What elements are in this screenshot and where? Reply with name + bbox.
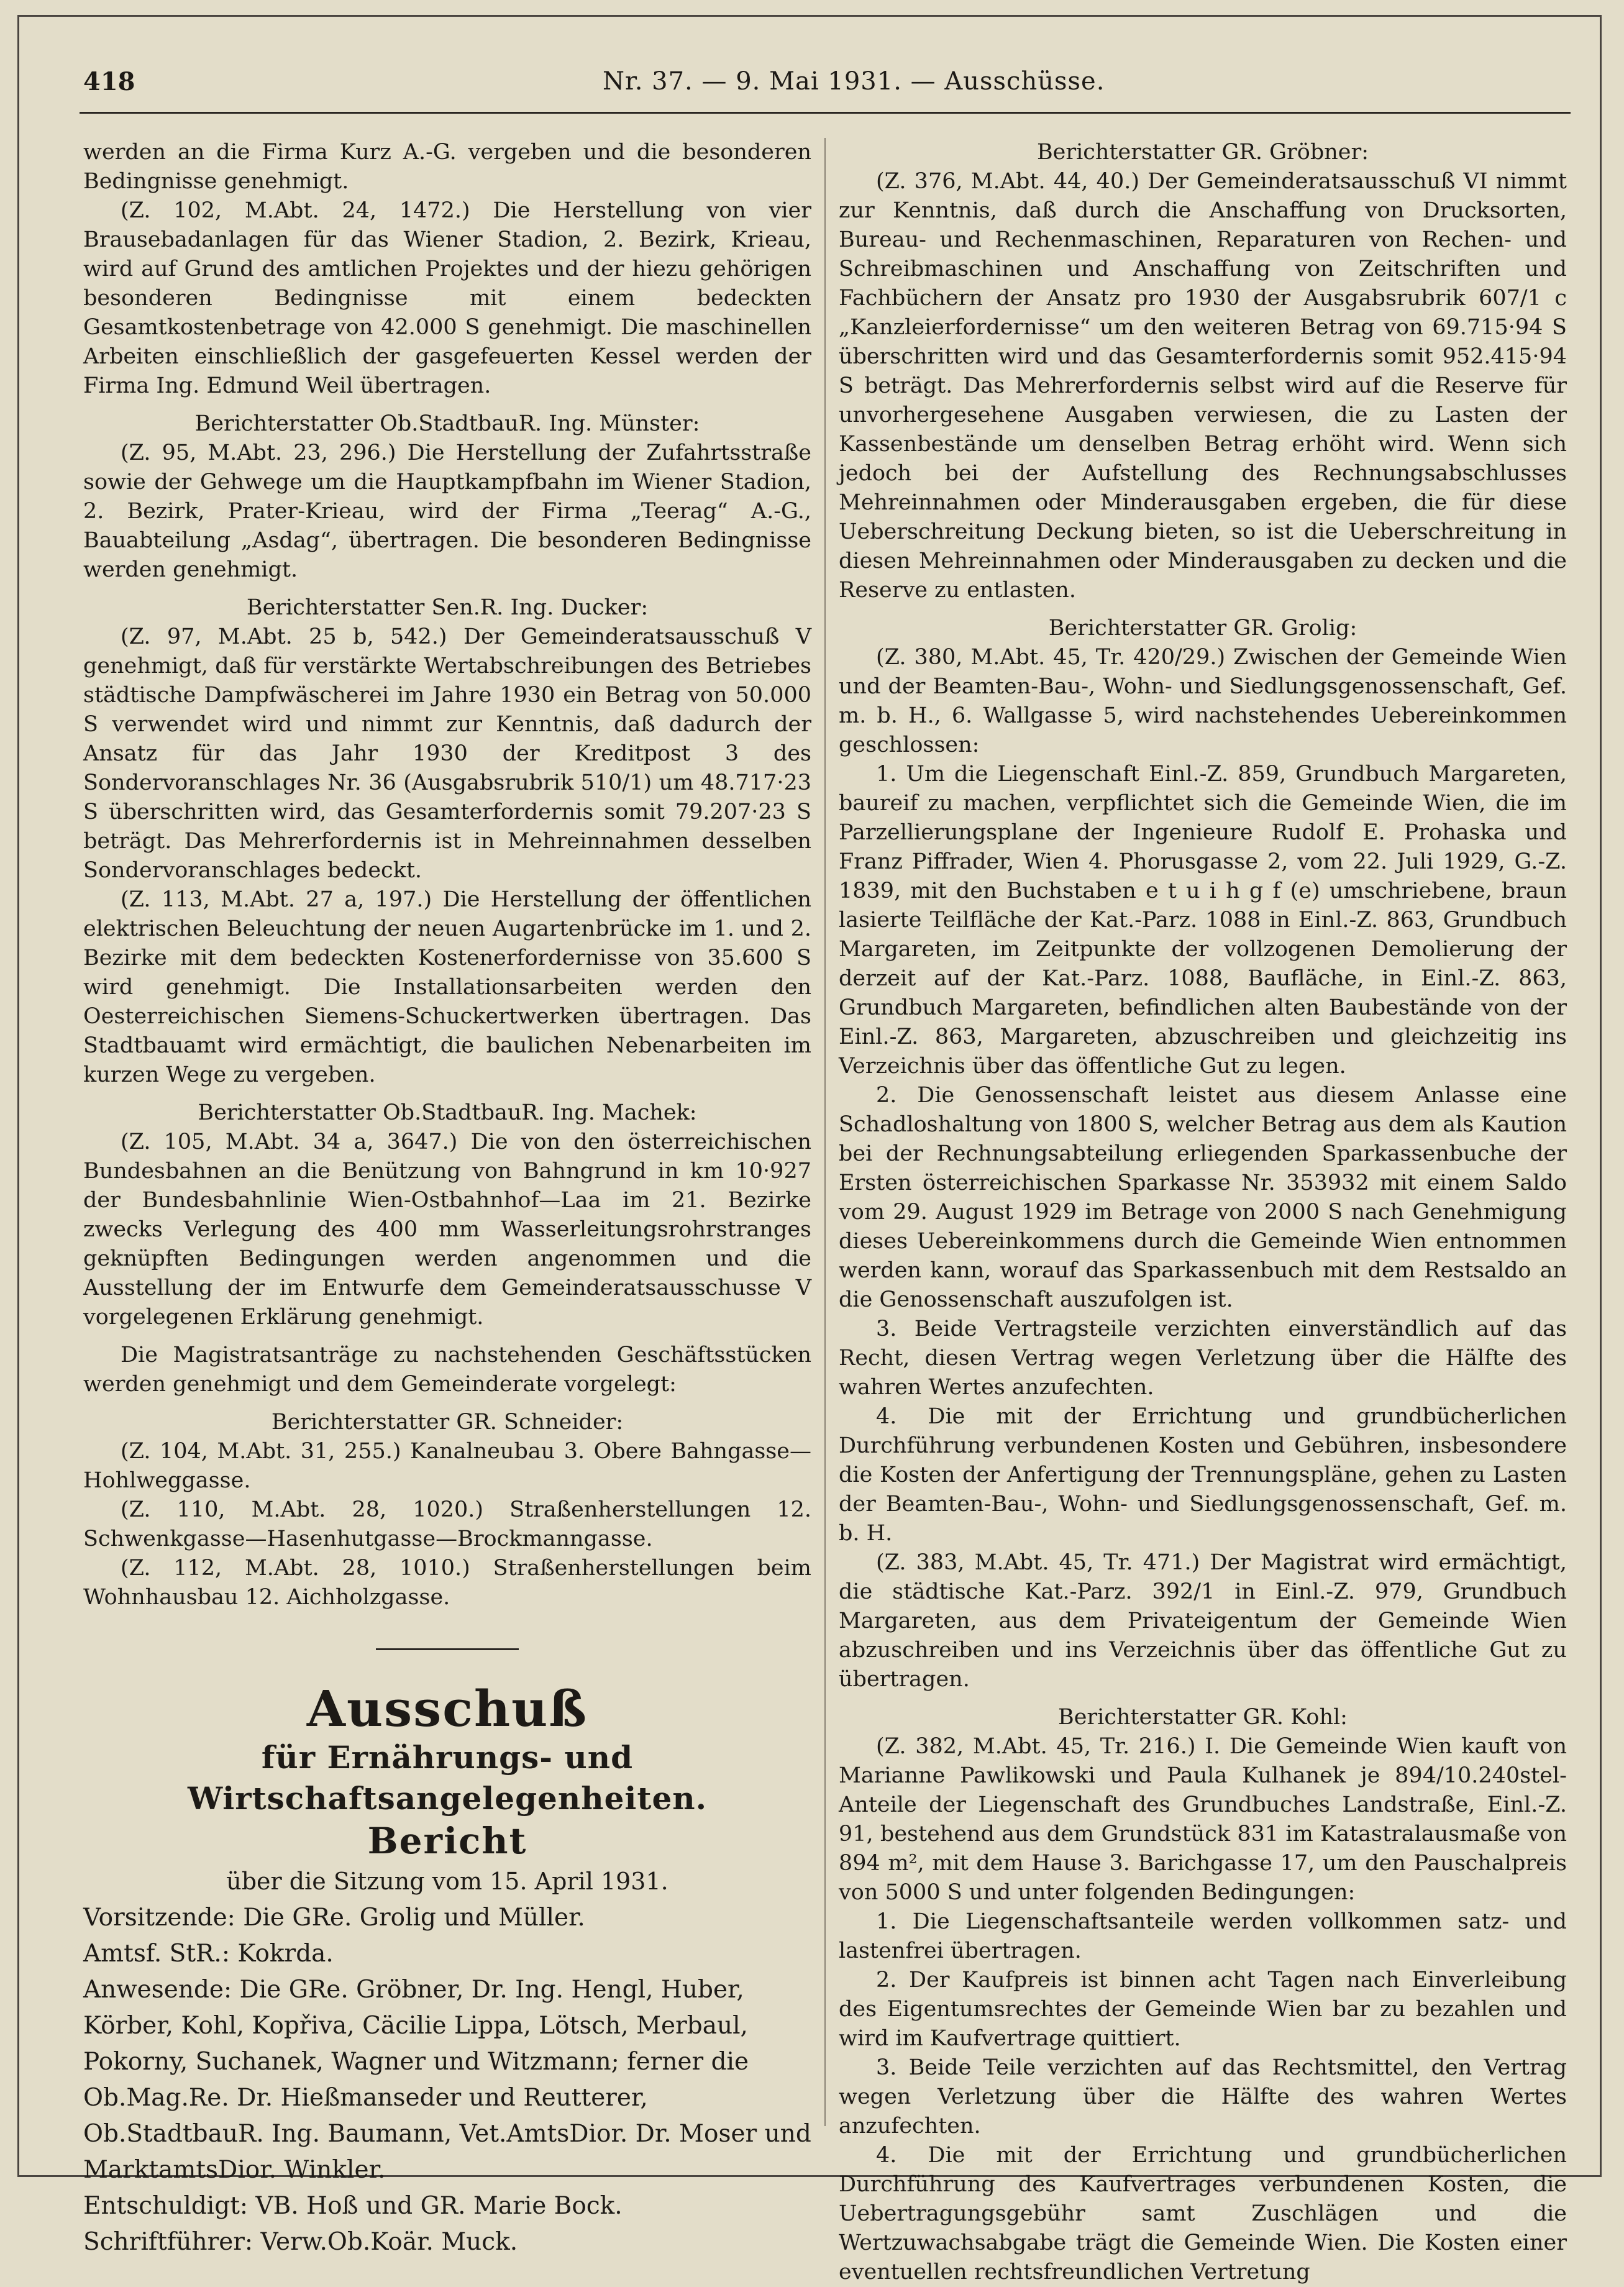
rapporteur-heading: Berichterstatter GR. Schneider: [271, 1410, 624, 1435]
secretary-line: Schriftführer: Verw.Ob.Koär. Muck. [83, 2228, 518, 2256]
report-title: Bericht [367, 1820, 527, 1862]
paragraph: Die Magistratsanträge zu nachstehenden Geschäftsstücken werden genehmigt und dem Gemeinderate vorgelegt: [83, 1343, 811, 1397]
header-rule [80, 112, 1571, 114]
paragraph: 1. Die Liegenschaftsanteile werden vollkommen satz- und lastenfrei übertragen. [839, 1909, 1567, 1963]
paragraph: (Z. 95, M.Abt. 23, 296.) Die Herstellung der Zufahrtsstraße sowie der Gehwege um die Hauptkampfbahn im Wiener Stadion, 2. Bezirk, Prater-Krieau, wird der Firma „Teerag“ A.-G., Bauabteilung „Asdag“, übertragen. Die besonderen Bedingnisse werden genehmigt. [83, 441, 811, 582]
paragraph: (Z. 112, M.Abt. 28, 1010.) Straßenherstellungen beim Wohnhausbau 12. Aichholzgasse. [83, 1556, 811, 1610]
official-line: Amtsf. StR.: Kokrda. [83, 1940, 334, 1968]
paragraph: (Z. 376, M.Abt. 44, 40.) Der Gemeinderatsausschuß VI nimmt zur Kenntnis, daß durch die Anschaffung von Drucksorten, Bureau- und Rechenmaschinen, Reparaturen von Rechen- und Schreibmaschinen und Anschaffung von Zeitschriften und Fachbüchern der Ansatz pro 1930 der Ausgabsrubrik 607/1 c „Kanzleierfordernisse“ um den weiteren Betrag von 69.715·94 S überschritten wird und das Gesamterfordernis somit 952.415·94 S beträgt. Das Mehrerfordernis selbst wird auf die Reserve für unvorhergesehene Ausgaben verwiesen, die zu Lasten der Kassenbestände um denselben Betrag erhöht wird. Wenn sich jedoch bei der Aufstellung des Rechnungsabschlusses Mehreinnahmen oder Minderausgaben ergeben, die für diese Ueberschreitung Deckung bieten, so ist die Ueberschreitung in diesen Mehreinnahmen oder Minderausgaben zu decken und die Reserve zu entlasten. [839, 169, 1567, 603]
committee-subtitle: für Ernährungs- und Wirtschaftsangelegenheiten. [187, 1739, 708, 1817]
paragraph: 3. Beide Teile verzichten auf das Rechtsmittel, den Vertrag wegen Verletzung über die Hälfte des wahren Wertes anzufechten. [839, 2055, 1567, 2139]
paragraph: (Z. 102, M.Abt. 24, 1472.) Die Herstellung von vier Brausebadanlagen für das Wiener Stadion, 2. Bezirk, Krieau, wird auf Grund des amtlichen Projektes und der hiezu gehörigen besonderen Bedingnisse mit einem bedeckten Gesamtkostenbetrage von 42.000 S genehmigt. Die maschinellen Arbeiten einschließlich der gasgefeuerten Kessel werden der Firma Ing. Edmund Weil übertragen. [83, 198, 811, 398]
meeting-date: über die Sitzung vom 15. April 1931. [226, 1868, 668, 1895]
page-number: 418 [83, 67, 135, 96]
left-column [83, 138, 811, 2260]
paragraph: 4. Die mit der Errichtung und grundbücherlichen Durchführung des Kaufvertrages verbundenen Kosten, die Uebertragungsgebühr samt Zuschlägen und die Wertzuwachsabgabe trägt die Gemeinde Wien. Die Kosten einer eventuellen rechtsfreundlichen Vertretung [839, 2143, 1567, 2285]
excused-line: Entschuldigt: VB. Hoß und GR. Marie Bock. [83, 2192, 623, 2220]
paragraph: werden an die Firma Kurz A.-G. vergeben und die besonderen Bedingnisse genehmigt. [83, 140, 811, 194]
column-divider [824, 138, 826, 2126]
paragraph: (Z. 380, M.Abt. 45, Tr. 420/29.) Zwischen der Gemeinde Wien und der Beamten-Bau-, Wohn- und Siedlungsgenossenschaft, Gef. m. b. H., 6. Wallgasse 5, wird nachstehendes Uebereinkommen geschlossen: [839, 645, 1567, 757]
running-head: Nr. 37. — 9. Mai 1931. — Ausschüsse. [603, 67, 1105, 96]
paragraph: 2. Die Genossenschaft leistet aus diesem Anlasse eine Schadloshaltung von 1800 S, welcher Betrag aus dem als Kaution bei der Rechnungsabteilung erliegenden Sparkassenbuche der Ersten österreichischen Sparkasse Nr. 353932 mit einem Saldo vom 29. August 1929 im Betrage von 2000 S nach Genehmigung dieses Uebereinkommens durch die Gemeinde Wien entnommen werden kann, worauf das Sparkassenbuch mit dem Restsaldo an die Genossenschaft auszufolgen ist. [839, 1083, 1567, 1312]
rapporteur-heading: Berichterstatter GR. Gröbner: [1036, 140, 1369, 165]
paragraph: (Z. 97, M.Abt. 25 b, 542.) Der Gemeinderatsausschuß V genehmigt, daß für verstärkte Wertabschreibungen des Betriebes städtische Dampfwäscherei im Jahre 1930 ein Betrag von 50.000 S verwendet wird und nimmt zur Kenntnis, daß dadurch der Ansatz für das Jahr 1930 der Kreditpost 3 des Sondervoranschlages Nr. 36 (Ausgabsrubrik 510/1) um 48.717·23 S überschritten wird, das Gesamterfordernis somit 79.207·23 S beträgt. Das Mehrerfordernis ist in Mehreinnahmen desselben Sondervoranschlages bedeckt. [83, 624, 811, 883]
paragraph: 3. Beide Vertragsteile verzichten einverständlich auf das Recht, diesen Vertrag wegen Verletzung über die Hälfte des wahren Wertes anzufechten. [839, 1317, 1567, 1400]
paragraph: (Z. 113, M.Abt. 27 a, 197.) Die Herstellung der öffentlichen elektrischen Beleuchtung der neuen Augartenbrücke im 1. und 2. Bezirke mit dem bedeckten Kostenerfordernisse von 35.600 S wird genehmigt. Die Installationsarbeiten werden den Oesterreichischen Siemens-Schuckertwerken übertragen. Das Stadtbauamt wird ermächtigt, die baulichen Nebenarbeiten im kurzen Wege zu vergeben. [83, 887, 811, 1087]
rapporteur-heading: Berichterstatter Ob.StadtbauR. Ing. Machek: [198, 1100, 697, 1125]
attendees: Anwesende: Die GRe. Gröbner, Dr. Ing. Hengl, Huber, Körber, Kohl, Kopřiva, Cäcilie Lippa, Lötsch, Merbaul, Pokorny, Suchanek, Wagner und Witzmann; ferner die Ob.Mag.Re. Dr. Hießmanseder und Reutterer, Ob.StadtbauR. Ing. Baumann, Vet.AmtsDior. Dr. Moser und MarktamtsDior. Winkler. [83, 1976, 811, 2184]
section-separator [376, 1648, 519, 1650]
paragraph: (Z. 383, M.Abt. 45, Tr. 471.) Der Magistrat wird ermächtigt, die städtische Kat.-Parz. 392/1 in Einl.-Z. 979, Grundbuch Margareten, aus dem Privateigentum der Gemeinde Wien abzuschreiben und ins Verzeichnis über das öffentliche Gut zu übertragen. [839, 1550, 1567, 1692]
rapporteur-heading: Berichterstatter Ob.StadtbauR. Ing. Münster: [194, 411, 700, 436]
rapporteur-heading: Berichterstatter GR. Grolig: [1048, 616, 1357, 641]
paragraph: 4. Die mit der Errichtung und grundbücherlichen Durchführung verbundenen Kosten und Gebühren, insbesondere die Kosten der Anfertigung der Trennungspläne, gehen zu Lasten der Beamten-Bau-, Wohn- und Siedlungsgenossenschaft, Gef. m. b. H. [839, 1404, 1567, 1546]
paragraph: (Z. 104, M.Abt. 31, 255.) Kanalneubau 3. Obere Bahngasse—Hohlweggasse. [83, 1439, 811, 1493]
paragraph: 2. Der Kaufpreis ist binnen acht Tagen nach Einverleibung des Eigentumsrechtes der Gemeinde Wien bar zu bezahlen und wird im Kaufvertrage quittiert. [839, 1968, 1567, 2051]
paragraph: (Z. 105, M.Abt. 34 a, 3647.) Die von den österreichischen Bundesbahnen an die Benützung von Bahngrund in km 10·927 der Bundesbahnlinie Wien-Ostbahnhof—Laa im 21. Bezirke zwecks Verlegung des 400 mm Wasserleitungsrohrstranges geknüpften Bedingungen werden angenommen und die Ausstellung der im Entwurfe dem Gemeinderatsausschusse V vorgelegenen Erklärung genehmigt. [83, 1130, 811, 1330]
paragraph: (Z. 382, M.Abt. 45, Tr. 216.) I. Die Gemeinde Wien kauft von Marianne Pawlikowski und Paula Kulhanek je 894/10.240stel-Anteile der Liegenschaft des Grundbuches Landstraße, Einl.-Z. 91, bestehend aus dem Grundstück 831 im Katastralausmaße von 894 m², mit dem Hause 3. Barichgasse 17, um den Pauschalpreis von 5000 S und unter folgenden Bedingungen: [839, 1734, 1567, 1905]
rapporteur-heading: Berichterstatter GR. Kohl: [1058, 1705, 1348, 1730]
right-column [839, 138, 1567, 2287]
rapporteur-heading: Berichterstatter Sen.R. Ing. Ducker: [246, 595, 649, 620]
paragraph: 1. Um die Liegenschaft Einl.-Z. 859, Grundbuch Margareten, baureif zu machen, verpflichtet sich die Gemeinde Wien, die im Parzellierungsplane der Ingenieure Rudolf E. Prohaska und Franz Piffrader, Wien 4. Phorusgasse 2, vom 22. Juli 1929, G.-Z. 1839, mit den Buchstaben e t u i h g f (e) umschriebene, braun lasierte Teilfläche der Kat.-Parz. 1088 in Einl.-Z. 863, Grundbuch Margareten, im Zeitpunkte der vollzogenen Demolierung der derzeit auf der Kat.-Parz. 1088, Baufläche, in Einl.-Z. 863, Grundbuch Margareten, befindlichen alten Baubestände von der Einl.-Z. 863, Margareten, abzuschreiben und gleichzeitig ins Verzeichnis über das öffentliche Gut zu legen. [839, 762, 1567, 1079]
committee-title: Ausschuß [306, 1679, 588, 1738]
paragraph: (Z. 110, M.Abt. 28, 1020.) Straßenherstellungen 12. Schwenkgasse—Hasenhutgasse—Brockmanngasse. [83, 1497, 811, 1551]
chair-line: Vorsitzende: Die GRe. Grolig und Müller. [83, 1904, 585, 1932]
